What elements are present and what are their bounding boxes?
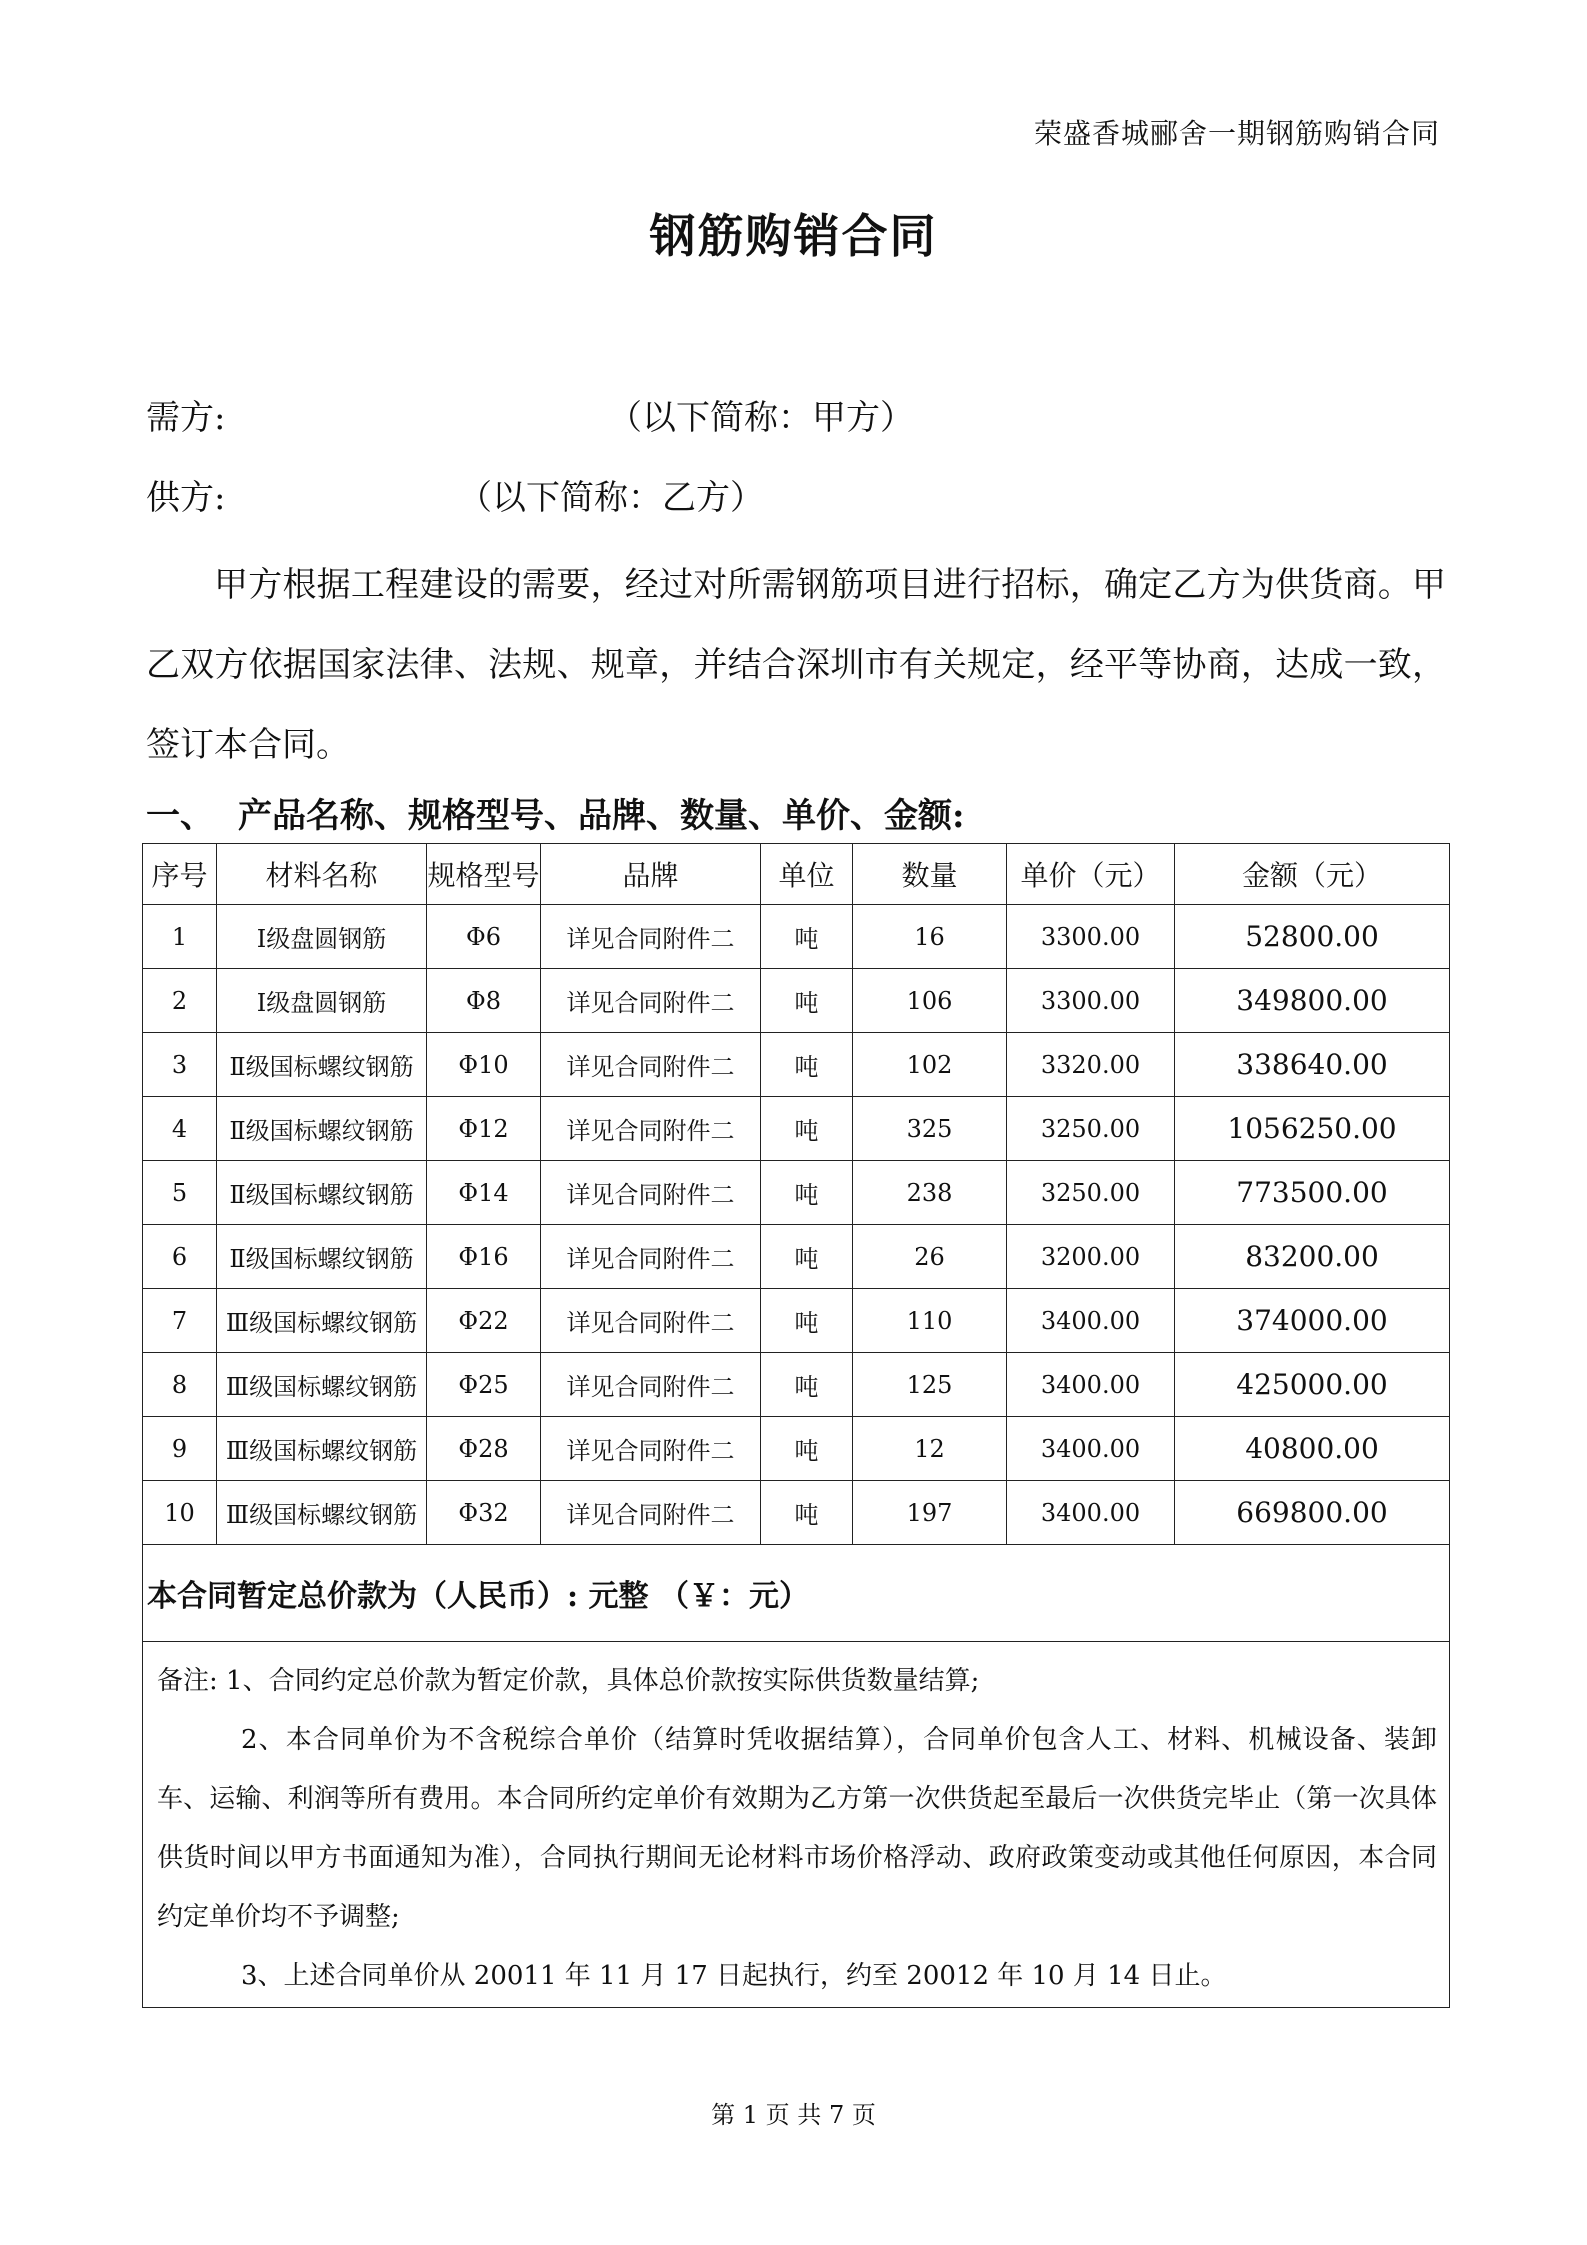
brand-cell: 详见合同附件二 [541,1097,761,1161]
unit-cell: 吨 [761,969,853,1033]
spec-cell: Φ10 [427,1033,541,1097]
table-header-row [143,844,1450,905]
unit-price-cell: 3400.00 [1007,1353,1175,1417]
serial-cell: 9 [143,1417,217,1481]
amount-cell: 773500.00 [1175,1161,1450,1225]
table-row [143,1417,1450,1481]
material-name-cell: Ⅱ级国标螺纹钢筋 [217,1161,427,1225]
document-title: 钢筋购销合同 [649,209,938,263]
table-row [143,1033,1450,1097]
supplier-abbreviation: （以下简称：乙方） [458,478,764,518]
material-name-cell: Ⅰ级盘圆钢筋 [217,969,427,1033]
unit-price-cell: 3250.00 [1007,1097,1175,1161]
brand-cell: 详见合同附件二 [541,1033,761,1097]
note-3: 3、上述合同单价从 20011 年 11 月 17 日起执行，约至 20012 年 10 月 14 日止。 [241,1961,1227,1991]
table-row [143,1289,1450,1353]
spec-cell: Φ8 [427,969,541,1033]
table-row [143,905,1450,969]
material-name-cell: Ⅲ级国标螺纹钢筋 [217,1481,427,1545]
notes-row [143,1642,1450,2008]
unit-cell: 吨 [761,905,853,969]
unit-price-cell: 3250.00 [1007,1161,1175,1225]
section-number: 一、 [146,796,214,836]
amount-cell: 349800.00 [1175,969,1450,1033]
spec-cell: Φ22 [427,1289,541,1353]
unit-price-cell: 3300.00 [1007,905,1175,969]
brand-cell: 详见合同附件二 [541,905,761,969]
quantity-cell: 102 [853,1033,1007,1097]
quantity-cell: 238 [853,1161,1007,1225]
page-number: 第 1 页 共 7 页 [711,2101,876,2129]
notes-cell [143,1642,1450,2008]
unit-cell: 吨 [761,1353,853,1417]
serial-cell: 7 [143,1289,217,1353]
spec-cell: Φ6 [427,905,541,969]
material-name-cell: Ⅲ级国标螺纹钢筋 [217,1353,427,1417]
amount-cell: 425000.00 [1175,1353,1450,1417]
quantity-cell: 12 [853,1417,1007,1481]
header-material-name: 材料名称 [217,844,427,905]
amount-cell: 40800.00 [1175,1417,1450,1481]
spec-cell: Φ25 [427,1353,541,1417]
unit-cell: 吨 [761,1033,853,1097]
header-spec: 规格型号 [427,844,541,905]
quantity-cell: 325 [853,1097,1007,1161]
serial-cell: 4 [143,1097,217,1161]
unit-price-cell: 3200.00 [1007,1225,1175,1289]
table-row [143,1353,1450,1417]
unit-cell: 吨 [761,1161,853,1225]
amount-cell: 83200.00 [1175,1225,1450,1289]
material-name-cell: Ⅱ级国标螺纹钢筋 [217,1225,427,1289]
header-serial: 序号 [143,844,217,905]
header-amount: 金额（元） [1175,844,1450,905]
table-row [143,1225,1450,1289]
header-unit-price: 单价（元） [1007,844,1175,905]
quantity-cell: 197 [853,1481,1007,1545]
note-2: 2、本合同单价为不含税综合单价（结算时凭收据结算），合同单价包含人工、材料、机械设备、装卸车、运输、利润等所有费用。本合同所约定单价有效期为乙方第一次供货起至最后一次供货完毕止（第一次具体供货时间以甲方书面通知为准），合同执行期间无论材料市场价格浮动、政府政策变动或其他任何原因，本合同约定单价均不予调整; [157,1725,1437,1932]
unit-price-cell: 3400.00 [1007,1289,1175,1353]
total-price-statement: 本合同暂定总价款为（人民币）: 元整 （￥：元） [143,1545,1450,1642]
section-title: 产品名称、规格型号、品牌、数量、单价、金额: [238,796,965,836]
serial-cell: 6 [143,1225,217,1289]
brand-cell: 详见合同附件二 [541,1481,761,1545]
material-name-cell: Ⅱ级国标螺纹钢筋 [217,1033,427,1097]
amount-cell: 52800.00 [1175,905,1450,969]
material-name-cell: Ⅲ级国标螺纹钢筋 [217,1289,427,1353]
unit-cell: 吨 [761,1097,853,1161]
quantity-cell: 110 [853,1289,1007,1353]
spec-cell: Φ12 [427,1097,541,1161]
spec-cell: Φ28 [427,1417,541,1481]
brand-cell: 详见合同附件二 [541,1417,761,1481]
quantity-cell: 106 [853,969,1007,1033]
note-1: 备注: 1、合同约定总价款为暂定价款，具体总价款按实际供货数量结算; [157,1666,980,1696]
quantity-cell: 125 [853,1353,1007,1417]
supplier-label: 供方: [146,478,226,518]
supplier-line [146,470,764,519]
serial-cell: 3 [143,1033,217,1097]
material-name-cell: Ⅰ级盘圆钢筋 [217,905,427,969]
serial-cell: 2 [143,969,217,1033]
quantity-cell: 26 [853,1225,1007,1289]
unit-cell: 吨 [761,1225,853,1289]
serial-cell: 1 [143,905,217,969]
amount-cell: 669800.00 [1175,1481,1450,1545]
unit-price-cell: 3400.00 [1007,1417,1175,1481]
amount-cell: 1056250.00 [1175,1097,1450,1161]
header-note: 荣盛香城郦舍一期钢筋购销合同 [1033,117,1440,150]
unit-cell: 吨 [761,1289,853,1353]
product-table [142,843,1450,2008]
unit-cell: 吨 [761,1417,853,1481]
header-unit: 单位 [761,844,853,905]
table-row [143,1097,1450,1161]
unit-price-cell: 3400.00 [1007,1481,1175,1545]
brand-cell: 详见合同附件二 [541,1289,761,1353]
buyer-abbreviation: （以下简称：甲方） [608,398,914,438]
intro-paragraph: 甲方根据工程建设的需要，经过对所需钢筋项目进行招标，确定乙方为供货商。甲乙双方依据国家法律、法规、规章，并结合深圳市有关规定，经平等协商，达成一致，签订本合同。 [146,565,1446,765]
material-name-cell: Ⅲ级国标螺纹钢筋 [217,1417,427,1481]
brand-cell: 详见合同附件二 [541,1225,761,1289]
serial-cell: 8 [143,1353,217,1417]
amount-cell: 374000.00 [1175,1289,1450,1353]
serial-cell: 5 [143,1161,217,1225]
unit-price-cell: 3300.00 [1007,969,1175,1033]
spec-cell: Φ32 [427,1481,541,1545]
spec-cell: Φ16 [427,1225,541,1289]
table-row [143,969,1450,1033]
brand-cell: 详见合同附件二 [541,969,761,1033]
buyer-line [146,390,914,439]
spec-cell: Φ14 [427,1161,541,1225]
header-quantity: 数量 [853,844,1007,905]
section-heading [146,788,965,837]
unit-cell: 吨 [761,1481,853,1545]
table-row [143,1161,1450,1225]
table-row [143,1481,1450,1545]
amount-cell: 338640.00 [1175,1033,1450,1097]
product-table-wrapper [142,843,1449,2008]
buyer-label: 需方: [146,398,226,438]
brand-cell: 详见合同附件二 [541,1353,761,1417]
total-row [143,1545,1450,1642]
header-brand: 品牌 [541,844,761,905]
material-name-cell: Ⅱ级国标螺纹钢筋 [217,1097,427,1161]
unit-price-cell: 3320.00 [1007,1033,1175,1097]
quantity-cell: 16 [853,905,1007,969]
brand-cell: 详见合同附件二 [541,1161,761,1225]
serial-cell: 10 [143,1481,217,1545]
